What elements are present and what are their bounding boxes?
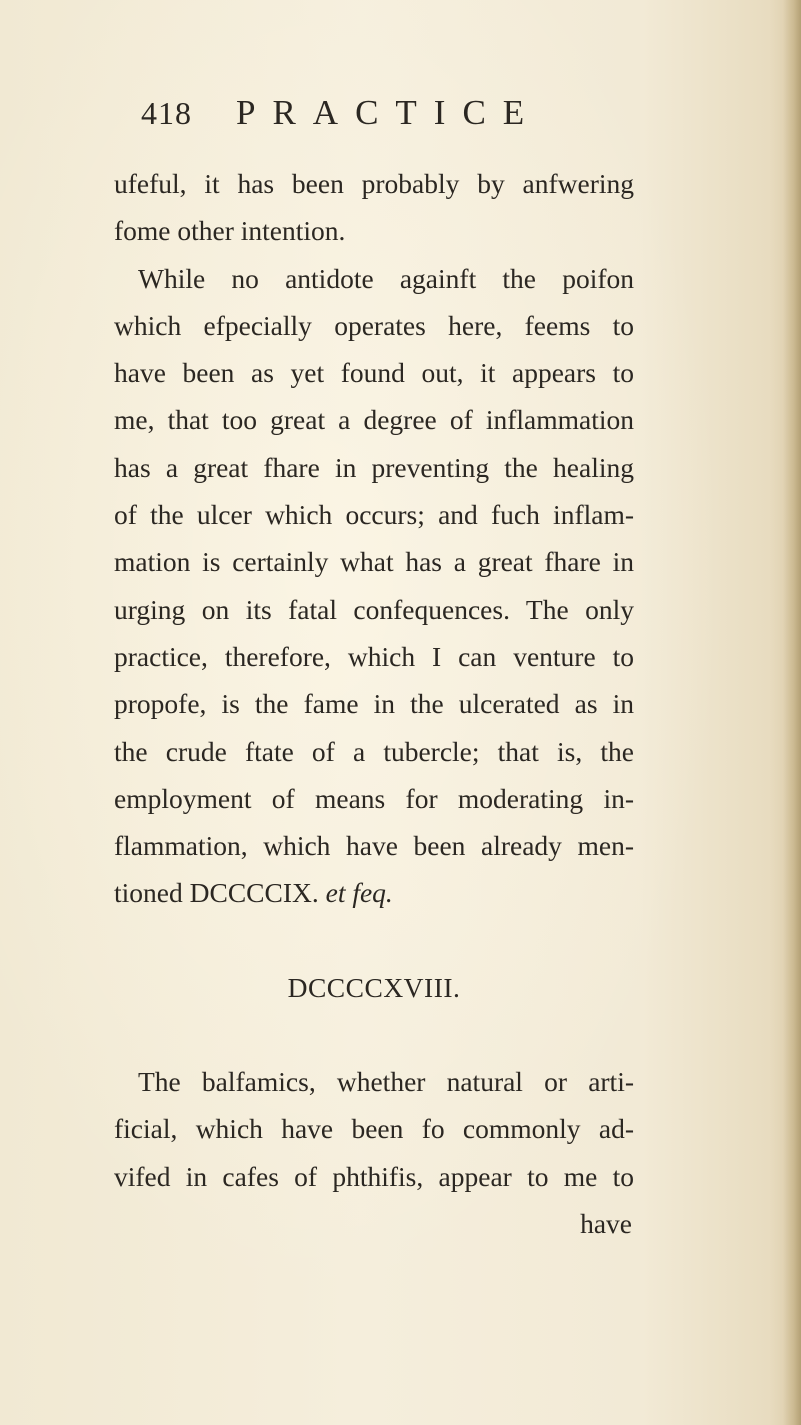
- text-line: While no antidote againft the poifon: [138, 262, 634, 294]
- text-line: flammation, which have been already men-: [114, 830, 634, 862]
- text-line: mation is certainly what has a great fhare in: [114, 546, 634, 578]
- page-number: 418: [141, 95, 192, 131]
- section-number: DCCCCXVIII.: [287, 971, 461, 1003]
- text-line: of the ulcer which occurs; and fuch inflam-: [114, 499, 634, 531]
- text-line: fome other intention.: [114, 215, 346, 247]
- text-line: [114, 869, 634, 916]
- page-edge-shadow: [783, 0, 801, 1425]
- text-line: have been as yet found out, it appears to: [114, 357, 634, 389]
- text-line: practice, therefore, which I can venture to: [114, 640, 634, 672]
- text-line: propofe, is the fame in the ulcerated as in: [114, 688, 634, 720]
- catchword: have: [580, 1207, 632, 1239]
- text-line-segment: tioned DCCCCIX.: [114, 877, 326, 909]
- text-line: ficial, which have been fo commonly ad-: [114, 1113, 634, 1145]
- body-text: [114, 160, 634, 1247]
- text-line: ufeful, it has been probably by anfwering: [114, 168, 634, 199]
- text-line: The balfamics, whether natural or arti-: [138, 1066, 634, 1098]
- text-line: has a great fhare in preventing the healing: [114, 451, 634, 483]
- running-head: PRACTICE: [236, 93, 542, 132]
- text-line: the crude ftate of a tubercle; that is, the: [114, 735, 634, 767]
- text-line: employment of means for moderating in-: [114, 782, 634, 814]
- text-line: vifed in cafes of phthifis, appear to me to: [114, 1160, 634, 1192]
- text-line: me, that too great a degree of inflammation: [114, 404, 634, 436]
- latin-abbreviation: et feq.: [325, 877, 393, 909]
- page-header: [141, 88, 621, 138]
- text-line: which efpecially operates here, feems to: [114, 309, 634, 341]
- text-line: urging on its fatal confequences. The only: [114, 593, 634, 625]
